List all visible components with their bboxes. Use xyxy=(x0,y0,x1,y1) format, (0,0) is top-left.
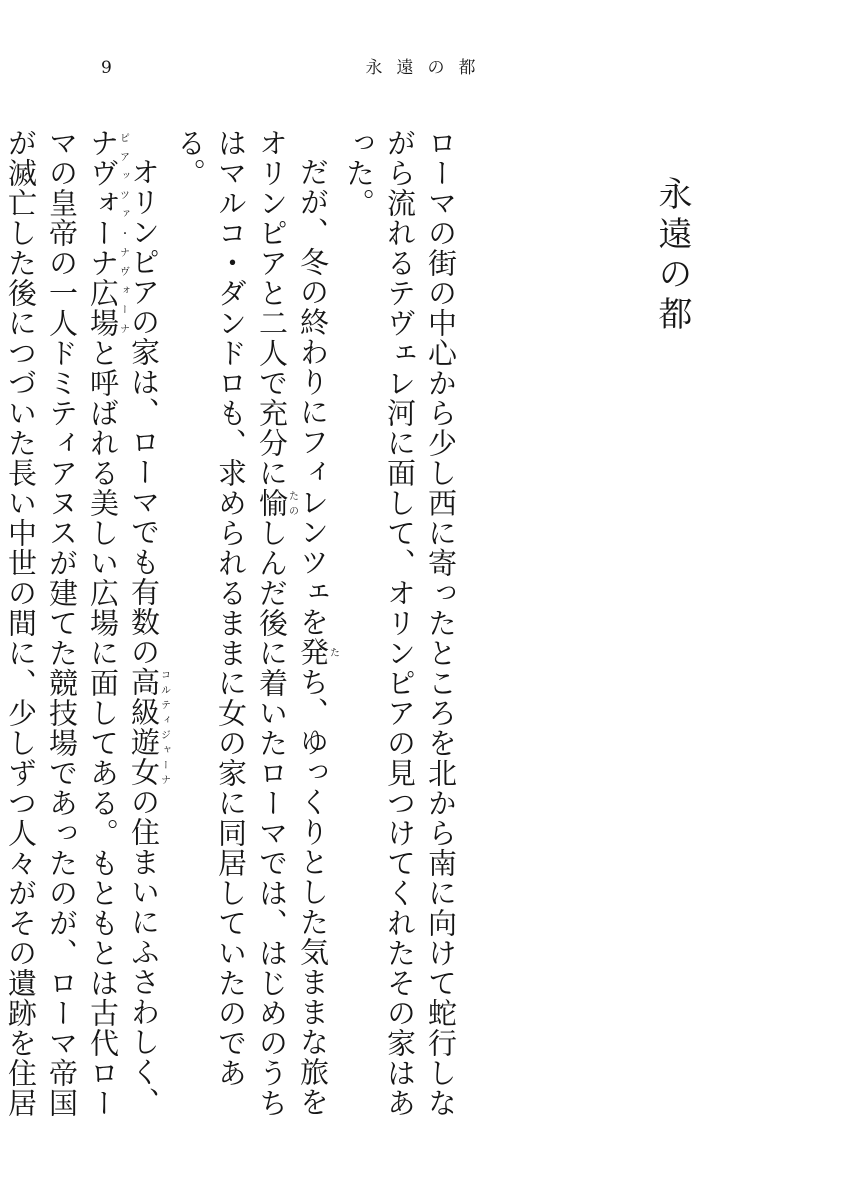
ruby-base-text: 愉 xyxy=(255,488,289,518)
ruby-reading: コルティジャーナ xyxy=(158,667,170,787)
body-text-run: の住まいにふさわしく、 xyxy=(127,787,161,1117)
body-text-run: だが、冬の終わりにフィレンツェを xyxy=(296,157,330,637)
ruby-base-text: 高級遊女 xyxy=(127,667,161,787)
body-text xyxy=(0,128,461,1143)
body-text-run: ち、ゆっくりとした気ままな旅をオリンピアと二人で充分に xyxy=(255,128,330,1117)
body-text-run: と呼ばれる美しい広場に面してある。もともとは古代ローマの皇帝の一人ドミティアヌスが建てた競技場であったのが、ローマ帝国が滅亡した後につづいた長い中世の間に、少しずつ人々がその遺跡を住居 xyxy=(4,128,120,1118)
chapter-title: 永遠の都 xyxy=(652,176,692,336)
ruby-base-text: 発 xyxy=(296,637,330,667)
page-number: 9 xyxy=(101,58,112,78)
ruby-annotated-word xyxy=(296,637,339,667)
body-paragraph xyxy=(0,128,169,1143)
ruby-annotated-word xyxy=(86,128,129,338)
body-text-run: ローマの街の中心から少し西に寄ったところを北から南に向けて蛇行しながら流れるテヴェレ河に面して、オリンピアの見つけてくれたその家はあった。 xyxy=(342,128,458,1118)
running-head: 永遠の都 xyxy=(365,58,490,78)
ruby-annotated-word xyxy=(255,488,298,518)
body-paragraph xyxy=(338,128,461,1143)
ruby-reading: たの xyxy=(286,488,298,518)
ruby-reading: ピアッツァ・ナヴォーナ xyxy=(117,128,129,338)
ruby-annotated-word xyxy=(127,667,170,787)
body-text-run: オリンピアの家は、ローマでも有数の xyxy=(127,157,161,667)
body-paragraph xyxy=(169,128,338,1143)
ruby-reading: た xyxy=(327,637,339,667)
ruby-base-text: ナヴォーナ広場 xyxy=(86,128,120,338)
body-text-run: しんだ後に着いたローマでは、はじめのうちはマルコ・ダンドロも、求められるままに女の家に同居していたのである。 xyxy=(173,128,289,1118)
